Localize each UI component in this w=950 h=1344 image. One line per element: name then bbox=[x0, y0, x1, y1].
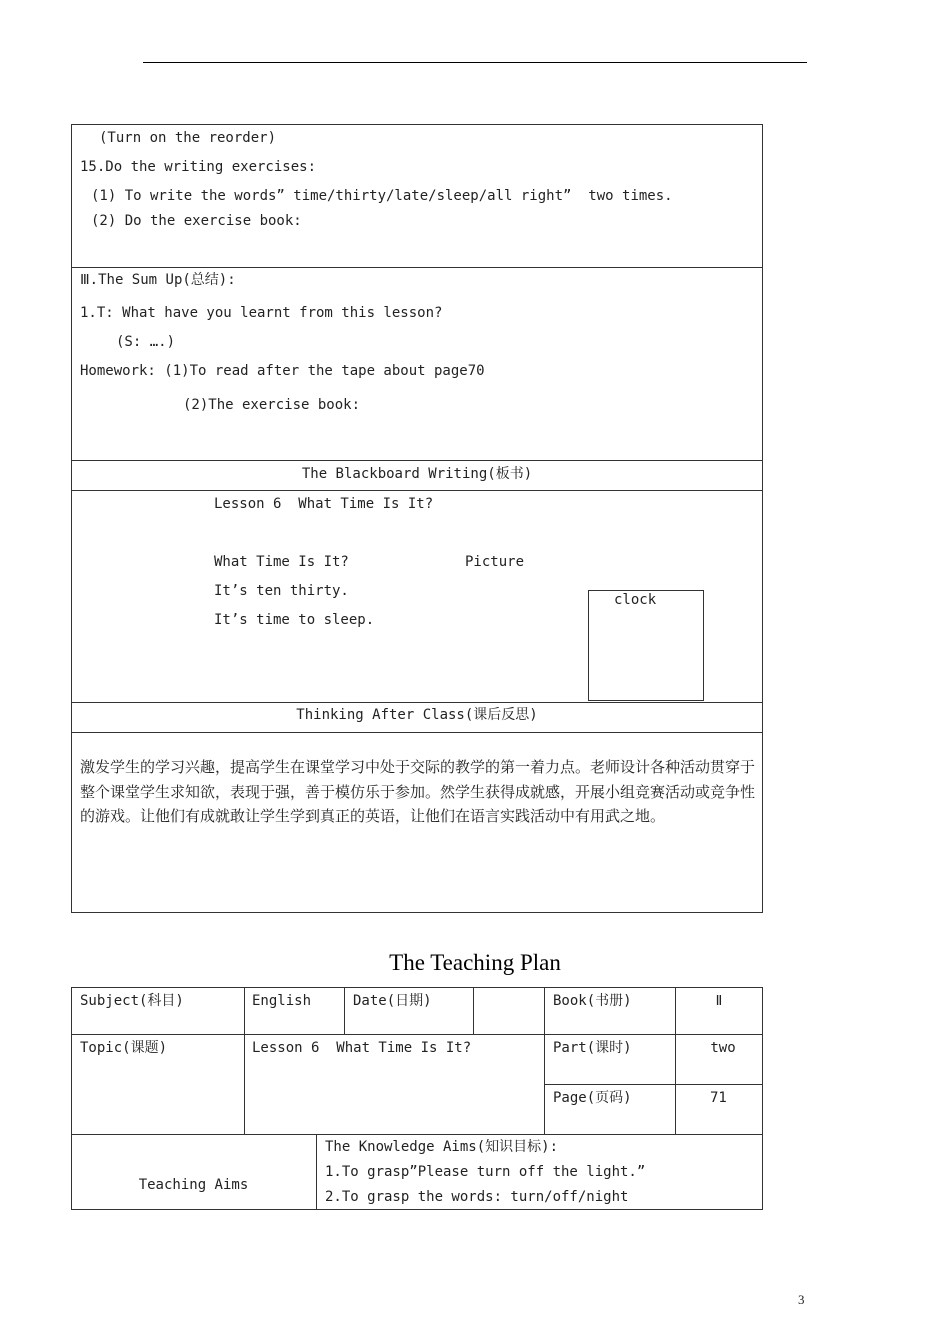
page-value: 71 bbox=[710, 1090, 727, 1106]
col-divider bbox=[473, 987, 474, 1034]
subject-value: English bbox=[252, 993, 312, 1009]
row-divider bbox=[71, 702, 763, 703]
homework-line: (2)The exercise book: bbox=[183, 397, 361, 413]
book-value: Ⅱ bbox=[715, 993, 723, 1009]
blackboard-line: It’s ten thirty. bbox=[214, 583, 349, 599]
row-divider bbox=[71, 460, 763, 461]
col-divider bbox=[344, 987, 345, 1034]
subject-label: Subject(科目) bbox=[80, 993, 184, 1009]
row-divider bbox=[71, 732, 763, 733]
blackboard-line: It’s time to sleep. bbox=[214, 612, 375, 628]
plan-title: The Teaching Plan bbox=[389, 950, 561, 975]
clock-label: clock bbox=[614, 592, 657, 608]
row-divider bbox=[71, 1034, 763, 1035]
procedure-line: (Turn on the reorder) bbox=[99, 130, 277, 146]
sumup-question: 1.T: What have you learnt from this lesson? bbox=[80, 305, 443, 321]
col-divider bbox=[544, 987, 545, 1134]
sumup-answer: (S: ….) bbox=[116, 334, 176, 350]
row-divider bbox=[544, 1084, 763, 1085]
topic-value: Lesson 6 What Time Is It? bbox=[252, 1040, 472, 1056]
book-label: Book(书册) bbox=[553, 993, 632, 1009]
topic-label: Topic(课题) bbox=[80, 1040, 168, 1056]
part-value: two bbox=[710, 1040, 736, 1056]
date-label: Date(日期) bbox=[353, 993, 432, 1009]
procedure-line: (2) Do the exercise book: bbox=[91, 213, 302, 229]
part-label: Part(课时) bbox=[553, 1040, 632, 1056]
row-divider bbox=[71, 490, 763, 491]
procedure-line: 15.Do the writing exercises: bbox=[80, 159, 317, 175]
aim-item: 1.To grasp”Please turn off the light.” bbox=[325, 1164, 646, 1180]
header-rule bbox=[143, 62, 807, 63]
blackboard-picture: Picture bbox=[465, 554, 525, 570]
row-divider bbox=[71, 267, 763, 268]
thinking-text: 激发学生的学习兴趣，提高学生在课堂学习中处于交际的教学的第一着力点。老师设计各种活动贯穿于整个课堂学生求知欲，表现于强，善于模仿乐于参加。然学生获得成就感，开展小组竞赛活动或竞争性的游戏。让他们有成就敢让学生学到真正的英语，让他们在语言实践活动中有用武之地。 bbox=[80, 758, 756, 825]
blackboard-heading: The Blackboard Writing(板书) bbox=[301, 466, 533, 482]
procedure-line: (1) To write the words” time/thirty/late/sleep/all right” two times. bbox=[91, 188, 673, 204]
aims-label: Teaching Aims bbox=[138, 1177, 249, 1193]
aim-item: 2.To grasp the words: turn/off/night bbox=[325, 1189, 629, 1205]
page-number: 3 bbox=[798, 1292, 805, 1307]
sumup-heading: Ⅲ.The Sum Up(总结): bbox=[80, 272, 236, 288]
page-label: Page(页码) bbox=[553, 1090, 632, 1106]
row-divider bbox=[71, 1134, 763, 1135]
col-divider bbox=[244, 987, 245, 1134]
thinking-heading: Thinking After Class(课后反思) bbox=[296, 707, 538, 723]
aims-heading: The Knowledge Aims(知识目标): bbox=[325, 1139, 559, 1155]
blackboard-line: What Time Is It? bbox=[214, 554, 349, 570]
col-divider bbox=[316, 1134, 317, 1210]
blackboard-lesson: Lesson 6 What Time Is It? bbox=[214, 496, 434, 512]
homework-line: Homework: (1)To read after the tape about page70 bbox=[80, 363, 485, 379]
